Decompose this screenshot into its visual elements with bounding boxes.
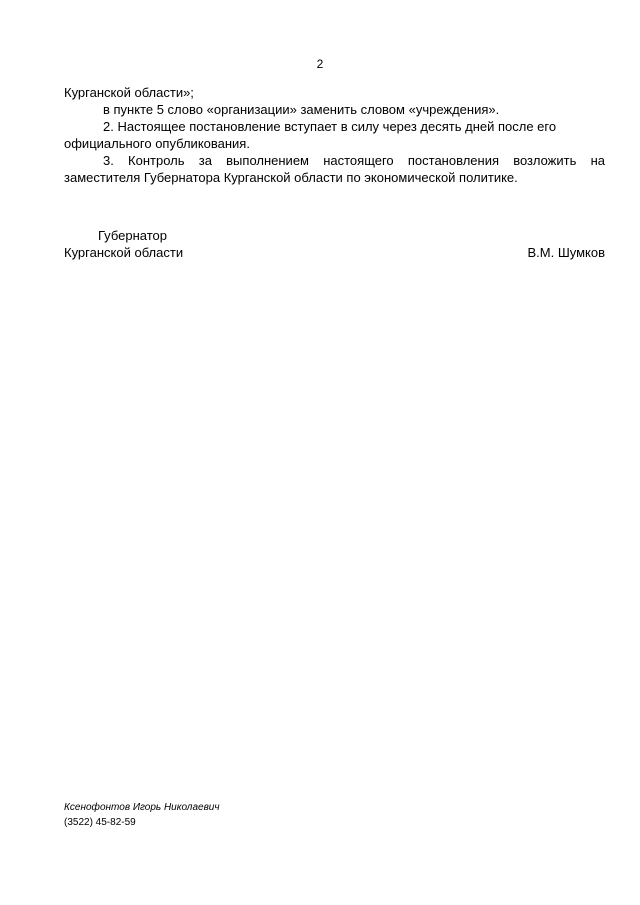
body-line-4: официального опубликования.: [64, 136, 250, 151]
page-number: 2: [316, 57, 324, 71]
signature-title-line-1: Губернатор: [98, 228, 167, 243]
signatory-name: В.М. Шумков: [527, 245, 605, 260]
executor-phone: (3522) 45-82-59: [64, 817, 136, 828]
body-line-5: 3. Контроль за выполнением настоящего постановления возложить на: [103, 153, 605, 168]
body-line-3: 2. Настоящее постановление вступает в силу через десять дней после его: [103, 119, 557, 134]
body-line-1: Курганской области»;: [64, 85, 194, 100]
signature-row: [64, 244, 605, 261]
executor-footer: [64, 800, 220, 830]
executor-name: Ксенофонтов Игорь Николаевич: [64, 802, 220, 813]
signature-title-line-2: Курганской области: [64, 245, 184, 260]
body-line-2: в пункте 5 слово «организации» заменить словом «учреждения».: [103, 102, 500, 117]
signature-block: [64, 227, 605, 261]
body-line-6: заместителя Губернатора Курганской области по экономической политике.: [64, 170, 518, 185]
document-body: [64, 84, 605, 186]
